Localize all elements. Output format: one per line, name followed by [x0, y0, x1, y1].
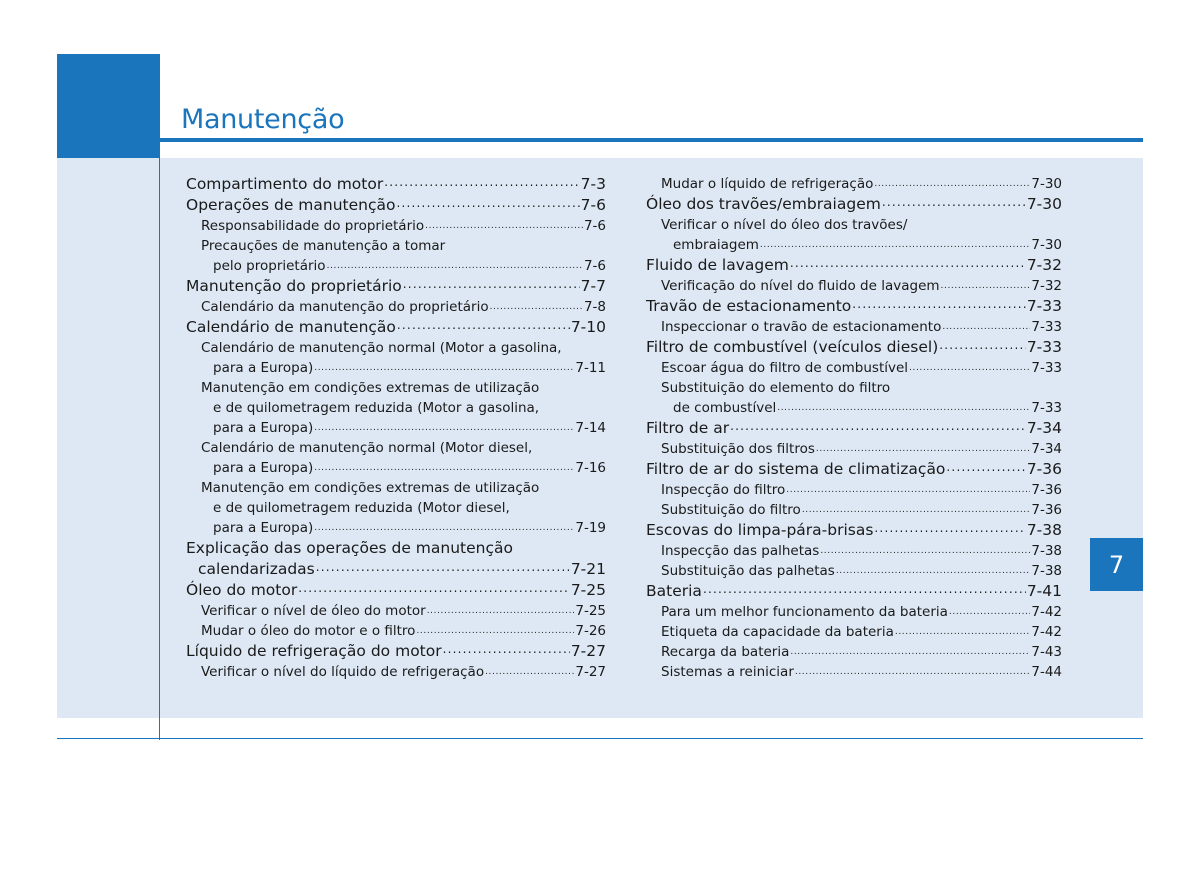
- toc-page-number: 7-16: [575, 460, 606, 476]
- dot-leader: [314, 418, 574, 434]
- toc-entry[interactable]: [646, 622, 1062, 642]
- toc-page-number: 7-43: [1031, 644, 1062, 660]
- toc-entry-text: Calendário de manutenção normal (Motor diesel,: [201, 440, 533, 456]
- toc-entry[interactable]: [646, 174, 1062, 194]
- toc-entry-text: Calendário da manutenção do proprietário: [201, 299, 489, 315]
- toc-entry-text: para a Europa): [213, 520, 314, 536]
- vertical-divider: [159, 54, 160, 740]
- toc-page-number: 7-10: [570, 318, 606, 336]
- dot-leader: [820, 541, 1030, 557]
- toc-entry-text: Operações de manutenção: [186, 196, 396, 214]
- dot-leader: [403, 274, 580, 292]
- toc-entry[interactable]: [646, 500, 1062, 520]
- chapter-tab[interactable]: 7: [1090, 538, 1143, 591]
- toc-page-number: 7-25: [570, 581, 606, 599]
- toc-entry-text: calendarizadas: [198, 560, 315, 578]
- toc-entry[interactable]: [646, 642, 1062, 662]
- dot-leader: [425, 216, 583, 232]
- dot-leader: [852, 294, 1026, 312]
- toc-entry-text: Inspecção do filtro: [661, 482, 786, 498]
- dot-leader: [836, 561, 1031, 577]
- toc-entry[interactable]: [186, 297, 606, 317]
- toc-entry[interactable]: [646, 358, 1062, 378]
- toc-page-number: 7-6: [583, 258, 606, 274]
- dot-leader: [730, 416, 1026, 434]
- toc-page-number: 7-36: [1026, 460, 1062, 478]
- dot-leader: [396, 193, 579, 211]
- bottom-divider: [57, 738, 1143, 739]
- toc-page-number: 7-41: [1026, 582, 1062, 600]
- toc-page-number: 7-34: [1031, 441, 1062, 457]
- toc-entry[interactable]: [186, 216, 606, 236]
- toc-entry[interactable]: [186, 317, 606, 338]
- toc-entry[interactable]: [646, 439, 1062, 459]
- toc-entry[interactable]: [186, 478, 606, 538]
- toc-page-number: 7-3: [580, 175, 606, 193]
- toc-entry[interactable]: [646, 602, 1062, 622]
- dot-leader: [314, 358, 574, 374]
- toc-entry-text: Verificar o nível do líquido de refrigeração: [201, 664, 485, 680]
- toc-page-number: 7-19: [575, 520, 606, 536]
- toc-entry-text: Manutenção em condições extremas de utilização: [201, 380, 540, 396]
- toc-entry-text: Responsabilidade do proprietário: [201, 218, 425, 234]
- toc-entry[interactable]: [186, 538, 606, 580]
- side-strip: [57, 158, 160, 718]
- toc-entry[interactable]: [646, 317, 1062, 337]
- dot-leader: [874, 518, 1025, 536]
- toc-page-number: 7-14: [575, 420, 606, 436]
- toc-entry-text: Óleo do motor: [186, 581, 298, 599]
- dot-leader: [314, 518, 574, 534]
- toc-entry[interactable]: [186, 236, 606, 276]
- dot-leader: [802, 500, 1031, 516]
- toc-entry[interactable]: [186, 338, 606, 378]
- toc-entry[interactable]: [186, 276, 606, 297]
- dot-leader: [777, 398, 1030, 414]
- dot-leader: [397, 315, 570, 333]
- dot-leader: [485, 662, 574, 678]
- toc-page-number: 7-30: [1026, 195, 1062, 213]
- toc-entry-text: Escoar água do filtro de combustível: [661, 360, 909, 376]
- toc-page-number: 7-6: [580, 196, 606, 214]
- toc-entry-text: Líquido de refrigeração do motor: [186, 642, 442, 660]
- toc-entry-text: de combustível: [673, 400, 777, 416]
- toc-page-number: 7-44: [1031, 664, 1062, 680]
- dot-leader: [314, 458, 574, 474]
- dot-leader: [760, 235, 1030, 251]
- dot-leader: [443, 639, 570, 657]
- toc-entry-text: e de quilometragem reduzida (Motor a gasolina,: [213, 400, 540, 416]
- toc-entry[interactable]: [186, 601, 606, 621]
- toc-entry-text: para a Europa): [213, 360, 314, 376]
- toc-entry-text: Escovas do limpa-pára-brisas: [646, 521, 874, 539]
- toc-entry[interactable]: [186, 580, 606, 601]
- toc-entry[interactable]: [186, 641, 606, 662]
- toc-entry-text: Filtro de ar do sistema de climatização: [646, 460, 946, 478]
- dot-leader: [298, 578, 570, 596]
- toc-entry-text: Verificar o nível do óleo dos travões/: [661, 217, 908, 233]
- toc-entry[interactable]: [646, 541, 1062, 561]
- toc-entry[interactable]: [646, 480, 1062, 500]
- toc-page-number: 7-38: [1031, 563, 1062, 579]
- toc-entry-text: Compartimento do motor: [186, 175, 384, 193]
- toc-page-number: 7-33: [1031, 319, 1062, 335]
- toc-entry[interactable]: [646, 296, 1062, 317]
- dot-leader: [384, 172, 579, 190]
- toc-page-number: 7-26: [575, 623, 606, 639]
- toc-entry-text: Bateria: [646, 582, 702, 600]
- dot-leader: [895, 622, 1030, 638]
- toc-entry-text: Verificação do nível do fluido de lavagem: [661, 278, 940, 294]
- toc-entry-text: Travão de estacionamento: [646, 297, 852, 315]
- toc-entry-text: Calendário de manutenção: [186, 318, 396, 336]
- toc-entry[interactable]: [646, 561, 1062, 581]
- toc-page-number: 7-6: [583, 218, 606, 234]
- dot-leader: [909, 358, 1030, 374]
- dot-leader: [427, 601, 575, 617]
- toc-left-column: [186, 174, 606, 682]
- toc-entry-text: Calendário de manutenção normal (Motor a gasolina,: [201, 340, 562, 356]
- toc-entry-text: Substituição do elemento do filtro: [661, 380, 891, 396]
- toc-entry[interactable]: [186, 438, 606, 478]
- toc-page-number: 7-33: [1031, 360, 1062, 376]
- toc-entry-text: para a Europa): [213, 420, 314, 436]
- toc-entry-text: Sistemas a reiniciar: [661, 664, 794, 680]
- toc-page-number: 7-30: [1031, 176, 1062, 192]
- toc-page-number: 7-33: [1026, 297, 1062, 315]
- toc-page-number: 7-34: [1026, 419, 1062, 437]
- toc-entry-text: Filtro de ar: [646, 419, 730, 437]
- dot-leader: [942, 317, 1030, 333]
- toc-page-number: 7-27: [570, 642, 606, 660]
- toc-page-number: 7-38: [1026, 521, 1062, 539]
- toc-entry-text: Mudar o óleo do motor e o filtro: [201, 623, 416, 639]
- title-underline: [160, 138, 1143, 142]
- toc-entry-text: Óleo dos travões/embraiagem: [646, 195, 881, 213]
- toc-entry[interactable]: [186, 378, 606, 438]
- toc-entry[interactable]: [186, 195, 606, 216]
- dot-leader: [316, 557, 570, 575]
- toc-page-number: 7-36: [1031, 502, 1062, 518]
- dot-leader: [490, 297, 583, 313]
- toc-entry-text: Substituição das palhetas: [661, 563, 835, 579]
- dot-leader: [416, 621, 574, 637]
- toc-entry-text: Etiqueta da capacidade da bateria: [661, 624, 894, 640]
- toc-page-number: 7-33: [1031, 400, 1062, 416]
- toc-page-number: 7-25: [575, 603, 606, 619]
- toc-entry-text: e de quilometragem reduzida (Motor diesel,: [213, 500, 510, 516]
- toc-page-number: 7-27: [575, 664, 606, 680]
- toc-entry[interactable]: [186, 174, 606, 195]
- page-title: Manutenção: [181, 104, 345, 135]
- toc-entry-text: para a Europa): [213, 460, 314, 476]
- toc-page-number: 7-38: [1031, 543, 1062, 559]
- toc-page-number: 7-32: [1031, 278, 1062, 294]
- toc-entry[interactable]: [646, 459, 1062, 480]
- toc-entry[interactable]: [646, 662, 1062, 682]
- toc-page-number: 7-30: [1031, 237, 1062, 253]
- toc-entry-text: Para um melhor funcionamento da bateria: [661, 604, 948, 620]
- toc-entry[interactable]: [646, 194, 1062, 215]
- toc-entry[interactable]: [646, 418, 1062, 439]
- toc-entry-text: Substituição do filtro: [661, 502, 801, 518]
- toc-entry[interactable]: [646, 378, 1062, 418]
- toc-entry-text: Mudar o líquido de refrigeração: [661, 176, 874, 192]
- toc-entry[interactable]: [646, 581, 1062, 602]
- toc-page-number: 7-42: [1031, 624, 1062, 640]
- toc-entry-text: Verificar o nível de óleo do motor: [201, 603, 426, 619]
- toc-entry-text: Inspecção das palhetas: [661, 543, 820, 559]
- toc-entry-text: Inspeccionar o travão de estacionamento: [661, 319, 942, 335]
- toc-page-number: 7-42: [1031, 604, 1062, 620]
- toc-page-number: 7-7: [580, 277, 606, 295]
- dot-leader: [946, 457, 1025, 475]
- dot-leader: [786, 480, 1030, 496]
- toc-entry[interactable]: [646, 520, 1062, 541]
- dot-leader: [816, 439, 1030, 455]
- toc-entry-text: pelo proprietário: [213, 258, 326, 274]
- toc-entry[interactable]: [646, 215, 1062, 255]
- toc-entry-text: Filtro de combustível (veículos diesel): [646, 338, 939, 356]
- dot-leader: [941, 276, 1031, 292]
- toc-entry-text: Precauções de manutenção a tomar: [201, 238, 446, 254]
- dot-leader: [939, 335, 1026, 353]
- toc-entry-text: Fluido de lavagem: [646, 256, 789, 274]
- toc-entry[interactable]: [646, 337, 1062, 358]
- dot-leader: [703, 579, 1026, 597]
- toc-entry-text: embraiagem: [673, 237, 759, 253]
- toc-entry-text: Explicação das operações de manutenção: [186, 539, 513, 557]
- dot-leader: [327, 256, 583, 272]
- toc-entry[interactable]: [646, 276, 1062, 296]
- toc-page-number: 7-36: [1031, 482, 1062, 498]
- toc-page-number: 7-11: [575, 360, 606, 376]
- toc-page-number: 7-8: [583, 299, 606, 315]
- toc-page-number: 7-21: [570, 560, 606, 578]
- toc-page-number: 7-33: [1026, 338, 1062, 356]
- toc-page-number: 7-32: [1026, 256, 1062, 274]
- toc-entry[interactable]: [186, 621, 606, 641]
- dot-leader: [790, 253, 1026, 271]
- dot-leader: [882, 192, 1026, 210]
- dot-leader: [790, 642, 1030, 658]
- toc-entry-text: Manutenção do proprietário: [186, 277, 402, 295]
- dot-leader: [874, 174, 1030, 190]
- toc-entry[interactable]: [186, 662, 606, 682]
- toc-entry-text: Manutenção em condições extremas de utilização: [201, 480, 540, 496]
- toc-right-column: [646, 174, 1062, 682]
- toc-entry[interactable]: [646, 255, 1062, 276]
- chapter-color-block: [57, 54, 160, 158]
- toc-entry-text: Recarga da bateria: [661, 644, 790, 660]
- toc-entry-text: Substituição dos filtros: [661, 441, 815, 457]
- dot-leader: [795, 662, 1030, 678]
- dot-leader: [949, 602, 1030, 618]
